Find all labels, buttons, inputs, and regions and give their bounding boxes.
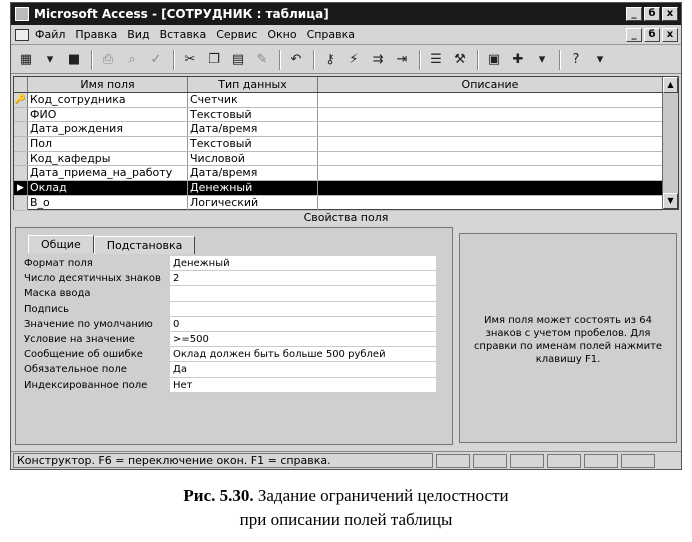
row-selector[interactable] bbox=[14, 108, 28, 122]
status-indicator bbox=[547, 454, 581, 468]
table-row[interactable] bbox=[14, 93, 662, 108]
access-app-icon[interactable] bbox=[15, 7, 29, 21]
description-cell[interactable] bbox=[318, 152, 662, 166]
status-indicator bbox=[621, 454, 655, 468]
status-bar bbox=[11, 451, 681, 469]
primary-key-icon[interactable]: ⚷ bbox=[325, 52, 335, 67]
tab-lookup[interactable]: Подстановка bbox=[94, 236, 196, 254]
title-bar bbox=[11, 3, 681, 25]
format-field[interactable]: Денежный bbox=[170, 256, 436, 271]
description-cell[interactable] bbox=[318, 93, 662, 107]
field-grid bbox=[13, 76, 679, 210]
default-value-field[interactable]: 0 bbox=[170, 317, 436, 332]
property-row bbox=[22, 332, 436, 347]
menu-view[interactable]: Вид bbox=[127, 28, 150, 41]
properties-icon[interactable]: ☰ bbox=[430, 52, 442, 67]
table-row[interactable] bbox=[14, 122, 662, 137]
required-field[interactable]: Да bbox=[170, 362, 436, 377]
copy-icon[interactable]: ❐ bbox=[208, 52, 220, 67]
indexed-field[interactable]: Нет bbox=[170, 378, 436, 393]
vertical-scrollbar[interactable] bbox=[662, 77, 678, 209]
doc-window-controls bbox=[626, 28, 678, 42]
decimal-places-field[interactable]: 2 bbox=[170, 271, 436, 286]
menu-bar bbox=[11, 25, 681, 45]
field-name-cell[interactable]: Дата_рождения bbox=[28, 122, 188, 136]
menu-file[interactable]: Файл bbox=[35, 28, 66, 41]
property-label: Маска ввода bbox=[24, 288, 91, 300]
property-label: Формат поля bbox=[24, 258, 93, 269]
dropdown-arrow-icon[interactable]: ▾ bbox=[596, 52, 604, 67]
table-row-selected[interactable] bbox=[14, 181, 662, 196]
data-type-cell[interactable]: Счетчик bbox=[188, 93, 318, 107]
table-row[interactable] bbox=[14, 152, 662, 167]
doc-restore-button[interactable]: б bbox=[644, 28, 660, 42]
paste-icon[interactable]: ▤ bbox=[231, 52, 245, 67]
data-type-cell[interactable]: Текстовый bbox=[188, 108, 318, 122]
menu-tools[interactable]: Сервис bbox=[216, 28, 258, 41]
format-painter-icon[interactable]: ✎ bbox=[256, 52, 268, 67]
minimize-button[interactable]: _ bbox=[626, 7, 642, 21]
toolbar-separator bbox=[91, 50, 93, 70]
property-label: Значение по умолчанию bbox=[24, 318, 153, 330]
property-label: Сообщение об ошибке bbox=[24, 349, 143, 361]
grid-header bbox=[14, 77, 662, 93]
validation-rule-field[interactable]: >=500 bbox=[170, 332, 436, 347]
doc-close-button[interactable]: x bbox=[662, 28, 678, 42]
dropdown-arrow-icon[interactable]: ▾ bbox=[46, 52, 54, 67]
print-icon[interactable]: ⎙ bbox=[102, 52, 114, 67]
key-icon: 🔑 bbox=[14, 95, 27, 105]
menu-window[interactable]: Окно bbox=[267, 28, 297, 41]
field-name-cell[interactable]: Код_кафедры bbox=[28, 152, 188, 166]
data-type-cell[interactable]: Денежный bbox=[188, 181, 318, 195]
properties-tabs bbox=[28, 236, 195, 254]
data-type-cell[interactable]: Логический bbox=[188, 196, 318, 210]
property-row bbox=[22, 362, 436, 377]
toolbar-separator bbox=[477, 50, 479, 70]
properties-panel bbox=[15, 227, 453, 445]
toolbar-separator bbox=[173, 50, 175, 70]
grid-rows bbox=[14, 93, 662, 211]
database-window-icon[interactable]: ▣ bbox=[487, 52, 501, 67]
indexes-icon[interactable]: ⚡ bbox=[349, 52, 359, 67]
doc-minimize-button[interactable]: _ bbox=[626, 28, 642, 42]
validation-text-field[interactable]: Оклад должен быть больше 500 рублей bbox=[170, 347, 436, 362]
window-title: Microsoft Access - [СОТРУДНИК : таблица] bbox=[34, 7, 329, 21]
table-row[interactable] bbox=[14, 108, 662, 123]
property-row bbox=[22, 271, 436, 286]
toolbar bbox=[11, 46, 681, 74]
input-mask-field[interactable] bbox=[170, 286, 436, 301]
delete-rows-icon[interactable]: ⇥ bbox=[396, 52, 408, 67]
figure-caption bbox=[0, 484, 692, 532]
scroll-down-icon[interactable]: ▼ bbox=[663, 193, 678, 209]
description-cell[interactable] bbox=[318, 181, 662, 195]
status-indicator bbox=[584, 454, 618, 468]
header-field-name: Имя поля bbox=[28, 77, 188, 92]
close-button[interactable]: x bbox=[662, 7, 678, 21]
property-row bbox=[22, 347, 436, 362]
toolbar-separator bbox=[559, 50, 561, 70]
data-type-cell[interactable]: Дата/время bbox=[188, 166, 318, 180]
save-icon[interactable]: ■ bbox=[67, 52, 81, 67]
spelling-icon[interactable]: ✓ bbox=[150, 52, 162, 67]
insert-rows-icon[interactable]: ⇉ bbox=[372, 52, 384, 67]
description-cell[interactable] bbox=[318, 122, 662, 136]
data-type-cell[interactable]: Числовой bbox=[188, 152, 318, 166]
toolbar-separator bbox=[279, 50, 281, 70]
description-cell[interactable] bbox=[318, 196, 662, 210]
table-row[interactable] bbox=[14, 166, 662, 181]
scroll-up-icon[interactable]: ▲ bbox=[663, 77, 678, 93]
field-name-cell[interactable]: ФИО bbox=[28, 108, 188, 122]
row-selector[interactable] bbox=[14, 152, 28, 166]
cut-icon[interactable]: ✂ bbox=[184, 52, 196, 67]
property-label: Обязательное поле bbox=[24, 364, 127, 376]
field-name-cell[interactable]: В_о bbox=[28, 196, 188, 210]
tab-general[interactable]: Общие bbox=[28, 235, 94, 253]
hint-panel bbox=[459, 233, 677, 443]
menu-help[interactable]: Справка bbox=[306, 28, 356, 41]
property-label: Индексированное поле bbox=[24, 379, 148, 391]
table-row[interactable] bbox=[14, 137, 662, 152]
caption-field[interactable] bbox=[170, 302, 436, 317]
restore-button[interactable]: б bbox=[644, 7, 660, 21]
header-data-type: Тип данных bbox=[188, 77, 318, 92]
caption-text-2: при описании полей таблицы bbox=[239, 510, 453, 529]
data-type-cell[interactable]: Дата/время bbox=[188, 122, 318, 136]
field-name-cell[interactable]: Дата_приема_на_работу bbox=[28, 166, 188, 180]
access-window bbox=[10, 2, 682, 470]
property-row bbox=[22, 286, 436, 301]
description-cell[interactable] bbox=[318, 108, 662, 122]
status-text: Конструктор. F6 = переключение окон. F1 = справка. bbox=[13, 453, 433, 468]
field-name-cell[interactable]: Оклад bbox=[28, 181, 188, 195]
preview-icon[interactable]: ⌕ bbox=[128, 52, 136, 67]
toolbar-separator bbox=[313, 50, 315, 70]
header-description: Описание bbox=[461, 78, 519, 91]
app-window-controls bbox=[626, 7, 678, 21]
dropdown-arrow-icon[interactable]: ▾ bbox=[538, 52, 546, 67]
property-label: Число десятичных знаков bbox=[24, 273, 161, 285]
property-row bbox=[22, 302, 436, 317]
figure-number: Рис. 5.30. bbox=[183, 486, 254, 505]
hint-text: Имя поля может состоять из 64 знаков с учетом пробелов. Для справки по именам полей нажмите клавишу F1. bbox=[473, 315, 663, 365]
property-row bbox=[22, 256, 436, 271]
view-icon[interactable]: ▦ bbox=[19, 52, 33, 67]
property-row bbox=[22, 317, 436, 332]
menu-insert[interactable]: Вставка bbox=[159, 28, 207, 41]
property-row bbox=[22, 378, 436, 393]
property-sheet bbox=[22, 256, 436, 393]
row-selector[interactable] bbox=[14, 166, 28, 180]
document-icon[interactable] bbox=[15, 29, 29, 41]
description-cell[interactable] bbox=[318, 166, 662, 180]
caption-line-1 bbox=[0, 484, 692, 508]
field-name-cell[interactable]: Код_сотрудника bbox=[28, 93, 188, 107]
undo-icon[interactable]: ↶ bbox=[290, 52, 302, 67]
property-label: Условие на значение bbox=[24, 333, 135, 345]
new-object-icon[interactable]: ✚ bbox=[512, 52, 524, 67]
help-icon[interactable]: ? bbox=[572, 52, 580, 67]
property-label: Подпись bbox=[24, 303, 69, 315]
row-selector[interactable] bbox=[14, 137, 28, 151]
description-cell[interactable] bbox=[318, 137, 662, 151]
toolbar-separator bbox=[419, 50, 421, 70]
row-selector[interactable] bbox=[14, 122, 28, 136]
status-indicator bbox=[510, 454, 544, 468]
field-name-cell[interactable]: Пол bbox=[28, 137, 188, 151]
field-properties-title: Свойства поля bbox=[303, 211, 389, 224]
row-selector-header bbox=[14, 77, 28, 92]
row-selector[interactable] bbox=[14, 196, 28, 210]
data-type-cell[interactable]: Текстовый bbox=[188, 137, 318, 151]
status-indicator bbox=[473, 454, 507, 468]
caption-text-1: Задание ограничений целостности bbox=[257, 486, 509, 505]
table-row[interactable] bbox=[14, 196, 662, 211]
menu-edit[interactable]: Правка bbox=[75, 28, 118, 41]
current-row-arrow-icon[interactable]: ▶ bbox=[14, 181, 28, 195]
build-icon[interactable]: ⚒ bbox=[454, 52, 466, 67]
status-indicator bbox=[436, 454, 470, 468]
